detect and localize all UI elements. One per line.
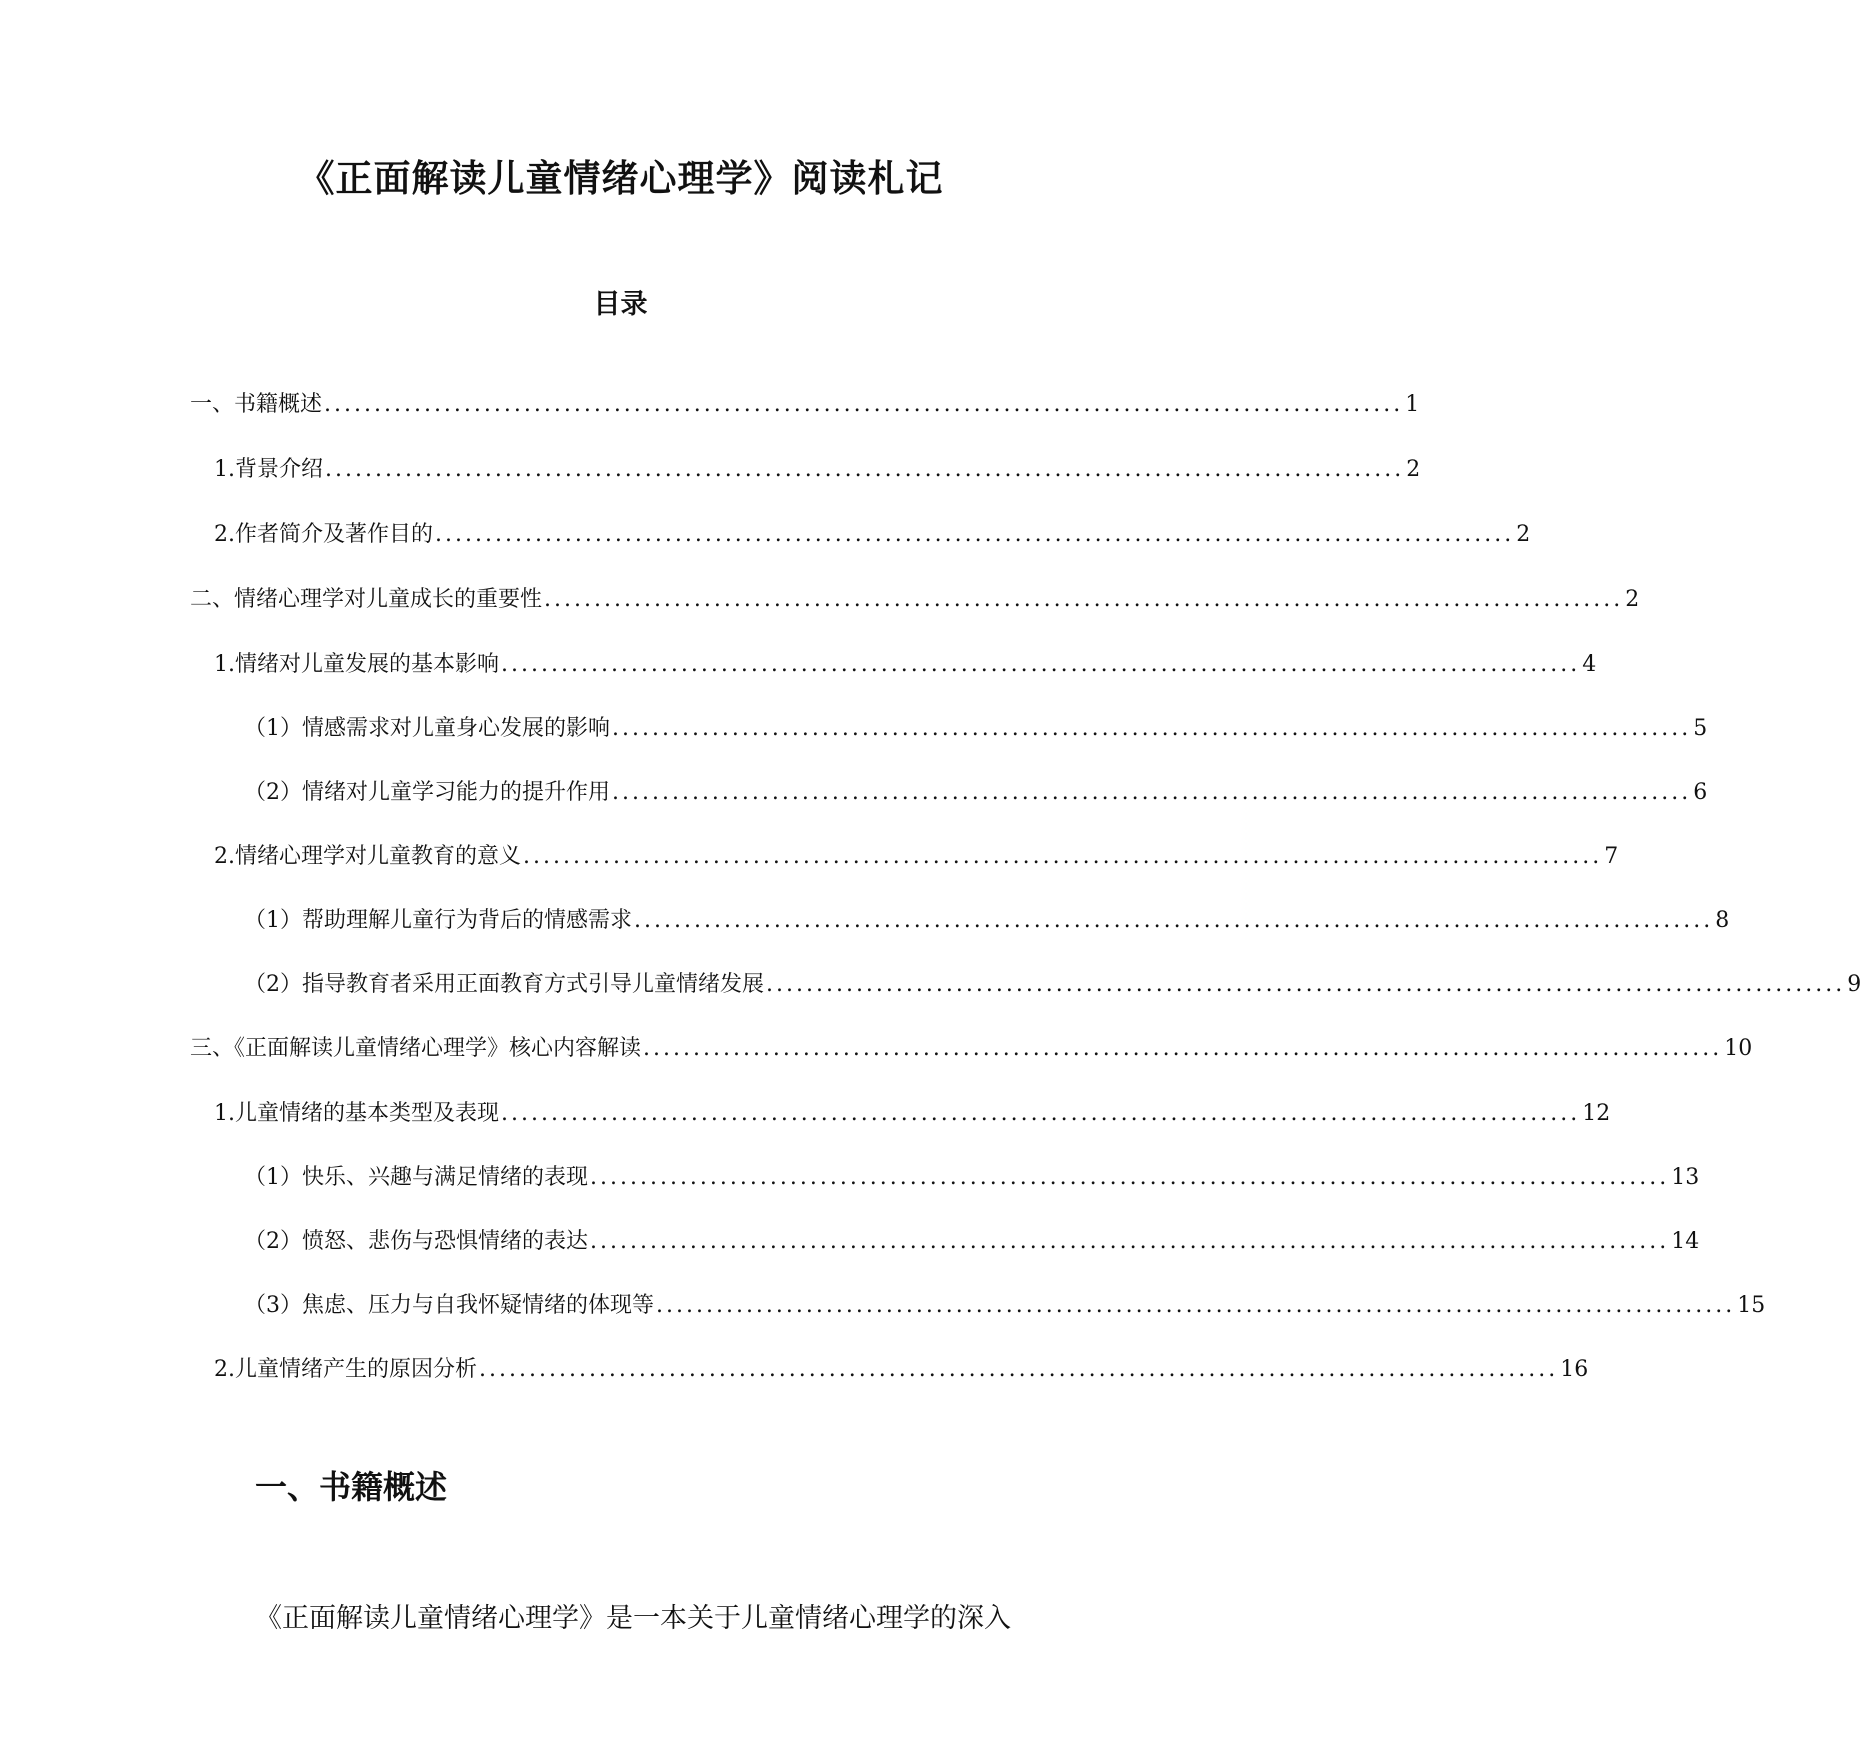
toc-entry[interactable] [214, 1355, 1589, 1385]
toc-page-number: 2 [1625, 587, 1640, 612]
toc-entry-label: 情绪心理学对儿童教育的意义 [235, 844, 522, 869]
toc-entry-label: 情绪对儿童发展的基本影响 [235, 652, 500, 677]
toc-dot-leader: ............................................................................................................ [324, 392, 1404, 417]
toc-heading: 目录 [593, 289, 648, 320]
toc-entry[interactable] [214, 1099, 1611, 1129]
toc-page-number: 12 [1582, 1101, 1611, 1126]
toc-entry-label: 一、书籍概述 [190, 392, 323, 417]
toc-page-number: 15 [1737, 1293, 1766, 1318]
toc-dot-leader: ............................................................................................................ [656, 1293, 1736, 1318]
toc-entry[interactable] [190, 390, 1420, 420]
toc-page-number: 1 [1405, 392, 1420, 417]
toc-entry[interactable] [214, 455, 1421, 485]
toc-entry-label: （2）愤怒、悲伤与恐惧情绪的表达 [244, 1229, 588, 1254]
toc-entry-label: （1）情感需求对儿童身心发展的影响 [244, 716, 610, 741]
toc-entry-label: 背景介绍 [235, 457, 324, 482]
toc-entry[interactable] [214, 650, 1597, 680]
toc-page-number: 8 [1715, 908, 1730, 933]
toc-page-number: 14 [1671, 1229, 1700, 1254]
toc-dot-leader: ............................................................................................................ [634, 908, 1714, 933]
toc-dot-leader: ............................................................................................................ [501, 652, 1581, 677]
toc-dot-leader: ............................................................................................................ [479, 1357, 1559, 1382]
toc-entry[interactable] [244, 1163, 1700, 1193]
toc-dot-leader: ............................................................................................................ [501, 1101, 1581, 1126]
toc-dot-leader: ............................................................................................................ [435, 522, 1515, 547]
toc-entry-label: （3）焦虑、压力与自我怀疑情绪的体现等 [244, 1293, 654, 1318]
toc-dot-leader: ............................................................................................................ [612, 716, 1692, 741]
toc-entry-number: 2. [214, 844, 235, 869]
toc-page-number: 13 [1671, 1165, 1700, 1190]
toc-entry-label: 二、情绪心理学对儿童成长的重要性 [190, 587, 543, 612]
toc-entry-label: 作者简介及著作目的 [235, 522, 434, 547]
toc-dot-leader: ............................................................................................................ [766, 972, 1846, 997]
toc-entry-label: 三、《正面解读儿童情绪心理学》核心内容解读 [190, 1036, 642, 1061]
document-title: 《正面解读儿童情绪心理学》阅读札记 [297, 157, 944, 200]
toc-entry-number: 2. [214, 1357, 235, 1382]
toc-entry-label: （1）帮助理解儿童行为背后的情感需求 [244, 908, 632, 933]
toc-dot-leader: ............................................................................................................ [544, 587, 1624, 612]
toc-entry[interactable] [244, 1227, 1700, 1257]
toc-entry[interactable] [244, 906, 1730, 936]
toc-entry-number: 1. [214, 652, 235, 677]
toc-dot-leader: ............................................................................................................ [590, 1229, 1670, 1254]
toc-page-number: 10 [1724, 1036, 1753, 1061]
toc-page-number: 5 [1693, 716, 1708, 741]
toc-entry[interactable] [214, 842, 1619, 872]
toc-page-number: 16 [1560, 1357, 1589, 1382]
toc-entry[interactable] [244, 1291, 1766, 1321]
toc-page-number: 9 [1847, 972, 1861, 997]
toc-page-number: 2 [1406, 457, 1421, 482]
toc-dot-leader: ............................................................................................................ [590, 1165, 1670, 1190]
toc-entry-number: 2. [214, 522, 235, 547]
toc-entry[interactable] [244, 714, 1708, 744]
toc-entry[interactable] [190, 585, 1640, 615]
body-paragraph: 《正面解读儿童情绪心理学》是一本关于儿童情绪心理学的深入 [255, 1603, 1011, 1634]
section-heading: 一、书籍概述 [255, 1468, 448, 1506]
toc-entry[interactable] [244, 778, 1708, 808]
toc-dot-leader: ............................................................................................................ [523, 844, 1603, 869]
toc-dot-leader: ............................................................................................................ [643, 1036, 1723, 1061]
toc-dot-leader: ............................................................................................................ [325, 457, 1405, 482]
toc-entry-label: （1）快乐、兴趣与满足情绪的表现 [244, 1165, 588, 1190]
toc-page-number: 7 [1604, 844, 1619, 869]
toc-dot-leader: ............................................................................................................ [612, 780, 1692, 805]
toc-entry-number: 1. [214, 457, 235, 482]
toc-entry-label: 儿童情绪的基本类型及表现 [235, 1101, 500, 1126]
toc-entry-label: 儿童情绪产生的原因分析 [235, 1357, 478, 1382]
toc-page-number: 6 [1693, 780, 1708, 805]
toc-entry[interactable] [190, 1034, 1753, 1064]
toc-entry[interactable] [214, 520, 1531, 550]
toc-entry[interactable] [244, 970, 1861, 1000]
toc-page-number: 4 [1582, 652, 1597, 677]
toc-entry-label: （2）情绪对儿童学习能力的提升作用 [244, 780, 610, 805]
toc-entry-number: 1. [214, 1101, 235, 1126]
toc-page-number: 2 [1516, 522, 1531, 547]
toc-entry-label: （2）指导教育者采用正面教育方式引导儿童情绪发展 [244, 972, 764, 997]
